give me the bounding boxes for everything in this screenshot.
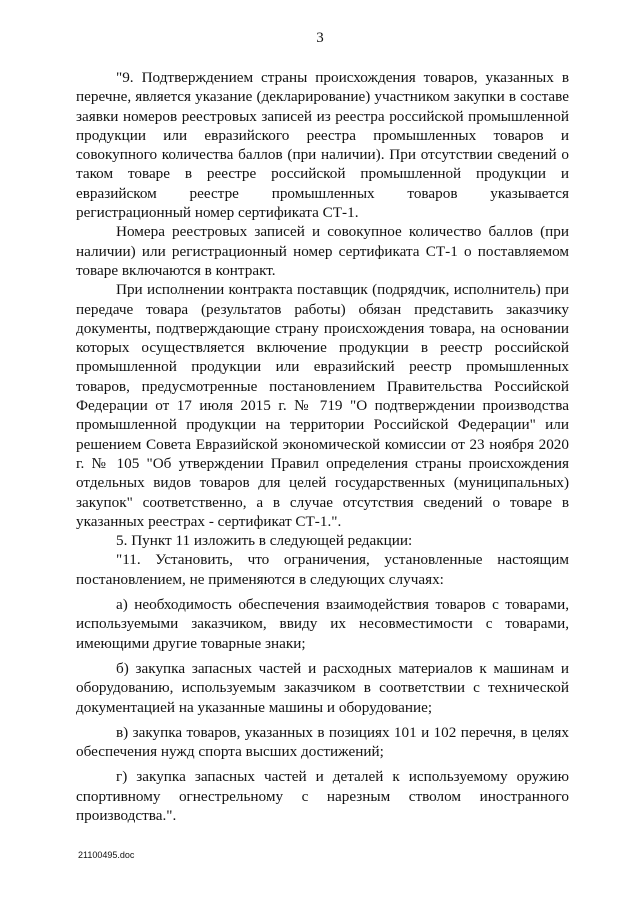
page-number: 3 xyxy=(316,30,324,46)
list-item-a: а) необходимость обеспечения взаимодействия товаров с товарами, используемыми заказчиком, ввиду их несовместимости с товарами, имеющими другие товарные знаки; xyxy=(76,596,569,652)
paragraph-registry-numbers: Номера реестровых записей и совокупное количество баллов (при наличии) или регистрационный номер сертификата СТ-1 о поставляемом товаре включаются в контракт. xyxy=(76,223,569,279)
paragraph-item-11: "11. Установить, что ограничения, установленные настоящим постановлением, не применяются в следующих случаях: xyxy=(76,551,569,588)
list-item-b: б) закупка запасных частей и расходных материалов к машинам и оборудованию, используемым заказчиком в соответствии с технической документацией на указанные машины и оборудование; xyxy=(76,659,569,716)
paragraph-contract-execution: При исполнении контракта поставщик (подрядчик, исполнитель) при передаче товара (результатов работы) обязан представить заказчику документы, подтверждающие страну происхождения товара, на основании которых осуществляется включение продукции в реестр российской промышленной продукции или евразийский реестр промышленных товаров, предусмотренные постановлением Правительства Российской Федерации от 17 июля 2015 г. № 719 "О подтверждении производства промышленной продукции на территории Российской Федерации" или решением Совета Евразийской экономической комиссии от 23 ноября 2020 г. № 105 "Об утверждении Правил определения страны происхождения отдельных видов товаров для целей государственных (муниципальных) закупок" соответственно, а в случае отсутствия сведений о товаре в указанных реестрах - сертификат СТ-1.". xyxy=(76,281,569,530)
list-item-g: г) закупка запасных частей и деталей к используемому оружию спортивному огнестрельному с нарезным стволом иностранного производства.". xyxy=(76,768,569,824)
paragraph-item-9: "9. Подтверждением страны происхождения товаров, указанных в перечне, является указание (декларирование) участником закупки в составе заявки номеров реестровых записей из реестра российской промышленной продукции или евразийского реестра промышленных товаров и совокупного количества баллов (при наличии). При отсутствии сведений о таком товаре в реестре российской промышленной продукции и евразийском реестре промышленных товаров указывается регистрационный номер сертификата СТ-1. xyxy=(76,69,569,222)
document-file-code: 21100495.doc xyxy=(78,850,135,860)
list-item-v: в) закупка товаров, указанных в позициях 101 и 102 перечня, в целях обеспечения нужд спорта высших достижений; xyxy=(76,723,569,761)
paragraph-point-5: 5. Пункт 11 изложить в следующей редакции: xyxy=(116,532,413,550)
document-body xyxy=(76,68,569,825)
